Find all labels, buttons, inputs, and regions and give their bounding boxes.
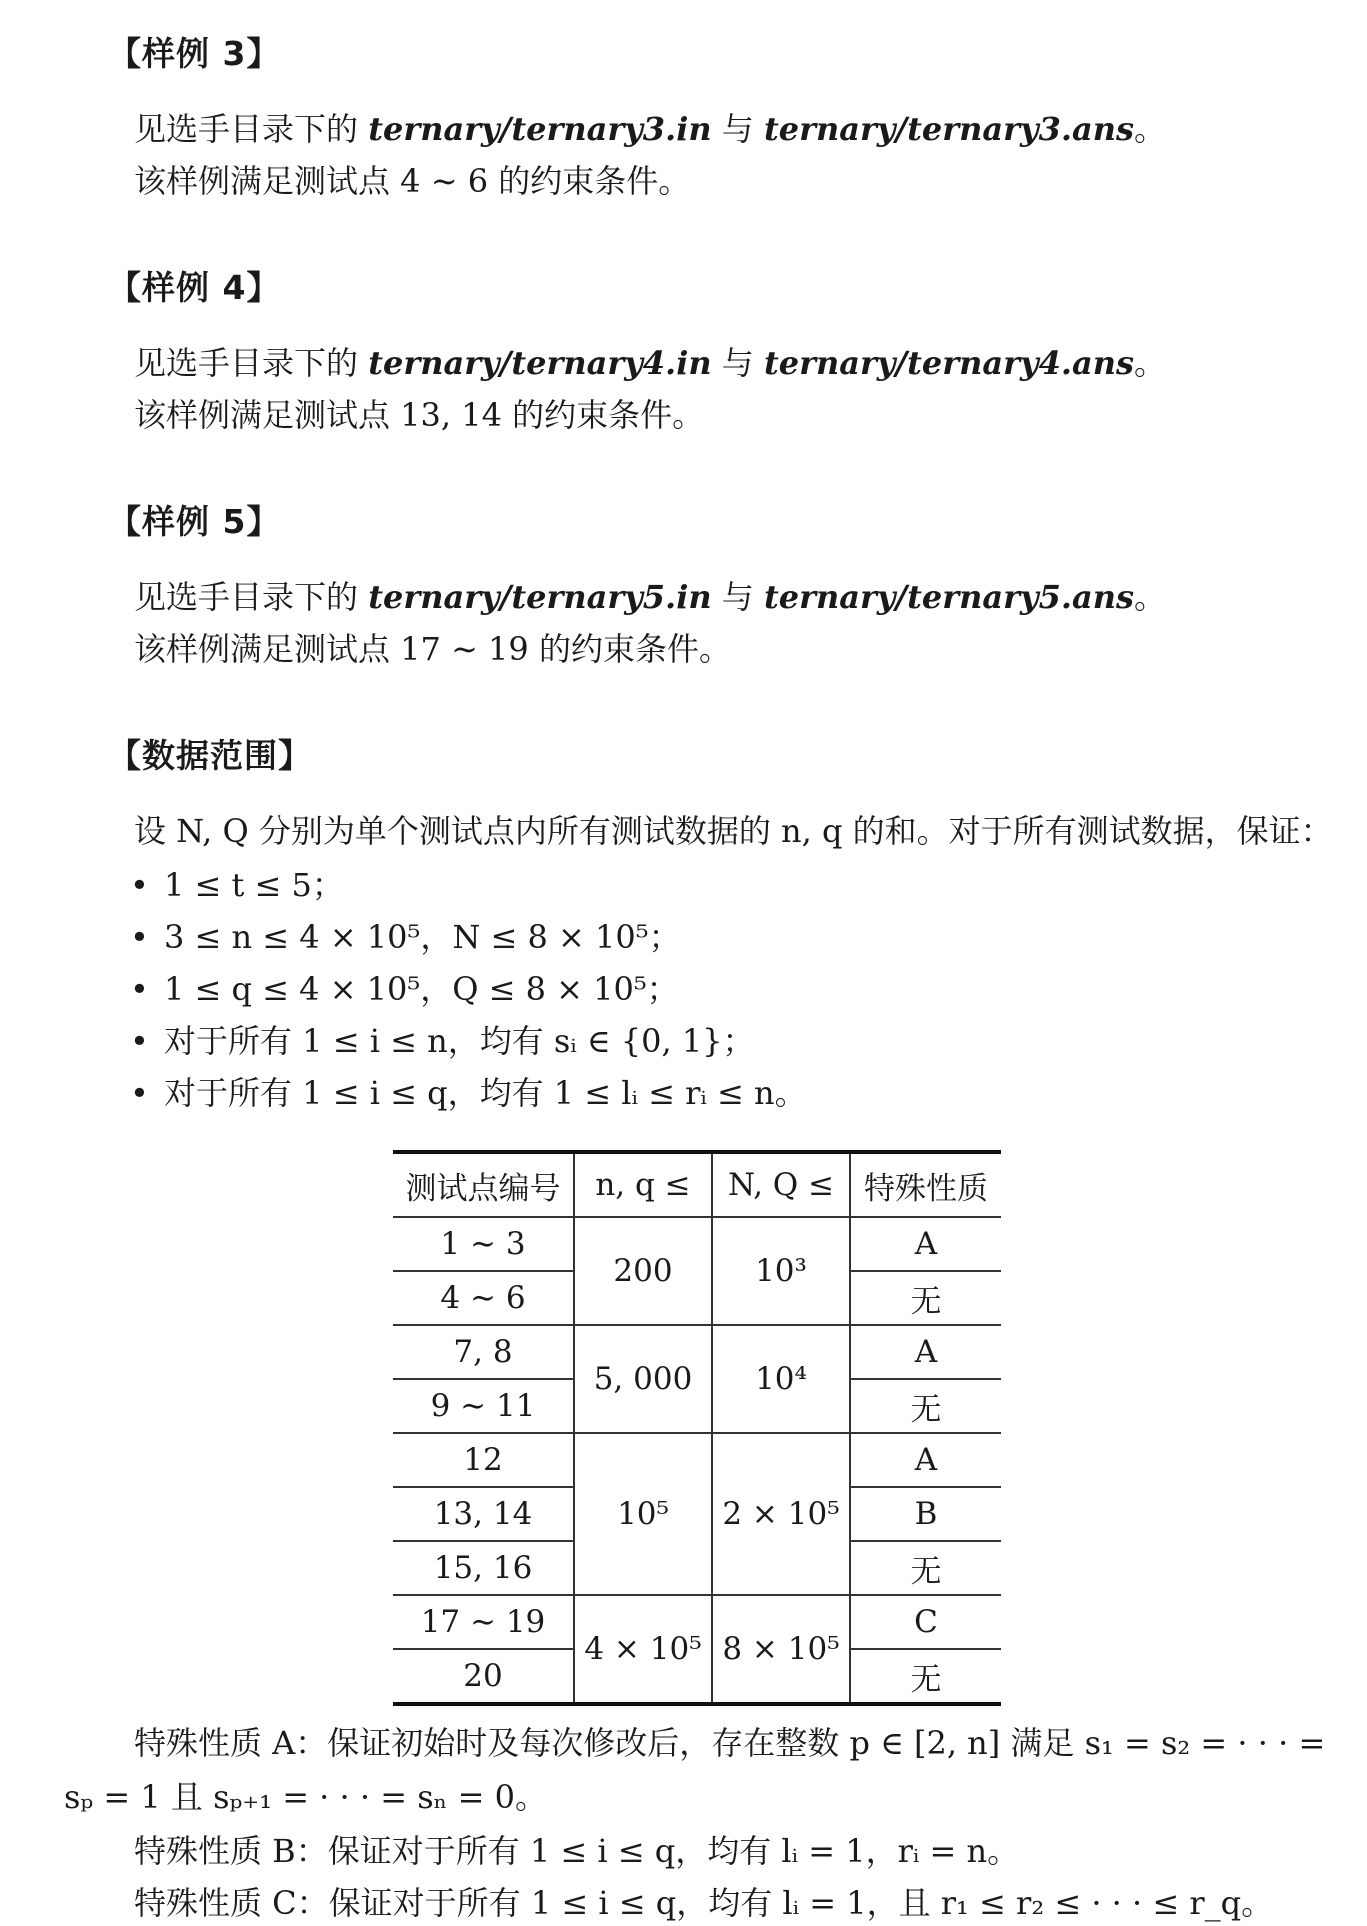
sample5-files-line (134, 572, 1166, 618)
bullet-text: 1 ≤ t ≤ 5； (164, 866, 344, 904)
sample3-input-file: ternary/ternary3.in (368, 110, 712, 148)
property-a-line2: sₚ = 1 且 sₚ₊₁ = · · · = sₙ = 0。 (64, 1778, 547, 1816)
bullet-text: 1 ≤ q ≤ 4 × 10⁵，Q ≤ 8 × 10⁵； (164, 970, 679, 1008)
table-row (393, 1325, 1001, 1379)
NQ-limit-cell: 10⁴ (712, 1325, 850, 1433)
constraint-bullet: • 1 ≤ q ≤ 4 × 10⁵，Q ≤ 8 × 10⁵； (130, 970, 679, 1008)
table-row (393, 1433, 1001, 1487)
constraint-bullet: • 1 ≤ t ≤ 5； (130, 866, 344, 904)
sample3-files-line (134, 104, 1166, 150)
testcase-id-cell: 20 (393, 1649, 574, 1704)
testcase-id-cell: 4 ∼ 6 (393, 1271, 574, 1325)
property-cell: A (850, 1217, 1001, 1271)
table-row (393, 1217, 1001, 1271)
header-testcase-id: 测试点编号 (393, 1152, 574, 1217)
testcase-id-cell: 9 ∼ 11 (393, 1379, 574, 1433)
sample5-post: 。 (1133, 578, 1166, 616)
bullet-text: 对于所有 1 ≤ i ≤ n，均有 sᵢ ∈ {0, 1}； (164, 1022, 755, 1060)
nq-limit-cell: 10⁵ (574, 1433, 712, 1595)
sample3-mid: 与 (711, 110, 764, 148)
property-cell: A (850, 1433, 1001, 1487)
property-a-line1: 特殊性质 A：保证初始时及每次修改后，存在整数 p ∈ [2, n] 满足 s₁ = s₂ = · · · = (134, 1724, 1326, 1762)
sample4-heading: 【样例 4】 (108, 268, 281, 307)
subtask-table (393, 1150, 1001, 1706)
constraint-bullet: • 对于所有 1 ≤ i ≤ n，均有 sᵢ ∈ {0, 1}； (130, 1022, 755, 1060)
testcase-id-cell: 17 ∼ 19 (393, 1595, 574, 1649)
sample4-mid: 与 (711, 344, 764, 382)
constraint-bullet: • 3 ≤ n ≤ 4 × 10⁵，N ≤ 8 × 10⁵； (130, 918, 681, 956)
sample5-answer-file: ternary/ternary5.ans (763, 578, 1134, 616)
nq-limit-cell: 200 (574, 1217, 712, 1325)
sample4-input-file: ternary/ternary4.in (368, 344, 712, 382)
sample3-pre: 见选手目录下的 (134, 110, 369, 148)
testcase-id-cell: 1 ∼ 3 (393, 1217, 574, 1271)
testcase-id-cell: 15, 16 (393, 1541, 574, 1595)
bullet-text: 对于所有 1 ≤ i ≤ q，均有 1 ≤ lᵢ ≤ rᵢ ≤ n。 (164, 1074, 807, 1112)
sample3-answer-file: ternary/ternary3.ans (763, 110, 1134, 148)
header-nq-limit: n, q ≤ (574, 1152, 712, 1217)
header-special-property: 特殊性质 (850, 1152, 1001, 1217)
data-range-intro: 设 N, Q 分别为单个测试点内所有测试数据的 n, q 的和。对于所有测试数据，保证： (134, 812, 1333, 850)
NQ-limit-cell: 8 × 10⁵ (712, 1595, 850, 1704)
sample4-constraint-line: 该样例满足测试点 13, 14 的约束条件。 (134, 396, 705, 434)
sample4-answer-file: ternary/ternary4.ans (763, 344, 1134, 382)
bullet-text: 3 ≤ n ≤ 4 × 10⁵，N ≤ 8 × 10⁵； (164, 918, 681, 956)
sample5-constraint-line: 该样例满足测试点 17 ∼ 19 的约束条件。 (134, 630, 731, 668)
sample3-heading: 【样例 3】 (108, 34, 281, 73)
property-cell: A (850, 1325, 1001, 1379)
testcase-id-cell: 12 (393, 1433, 574, 1487)
property-cell: B (850, 1487, 1001, 1541)
sample5-input-file: ternary/ternary5.in (368, 578, 712, 616)
header-NQ-limit: N, Q ≤ (712, 1152, 850, 1217)
sample5-mid: 与 (711, 578, 764, 616)
constraint-bullet: • 对于所有 1 ≤ i ≤ q，均有 1 ≤ lᵢ ≤ rᵢ ≤ n。 (130, 1074, 807, 1112)
table-row (393, 1595, 1001, 1649)
sample4-pre: 见选手目录下的 (134, 344, 369, 382)
testcase-id-cell: 13, 14 (393, 1487, 574, 1541)
property-cell: 无 (850, 1541, 1001, 1595)
sample5-pre: 见选手目录下的 (134, 578, 369, 616)
property-cell: 无 (850, 1271, 1001, 1325)
sample3-post: 。 (1133, 110, 1166, 148)
testcase-id-cell: 7, 8 (393, 1325, 574, 1379)
nq-limit-cell: 4 × 10⁵ (574, 1595, 712, 1704)
sample3-constraint-line: 该样例满足测试点 4 ∼ 6 的约束条件。 (134, 162, 691, 200)
property-cell: 无 (910, 1661, 942, 1698)
table-header-row (393, 1152, 1001, 1217)
sample4-files-line (134, 338, 1166, 384)
property-b-line: 特殊性质 B：保证对于所有 1 ≤ i ≤ q，均有 lᵢ = 1，rᵢ = n。 (134, 1832, 1020, 1870)
NQ-limit-cell: 10³ (712, 1217, 850, 1325)
sample4-post: 。 (1133, 344, 1166, 382)
property-cell: C (850, 1595, 1001, 1649)
data-range-heading: 【数据范围】 (108, 736, 312, 775)
property-cell: 无 (850, 1379, 1001, 1433)
nq-limit-cell: 5, 000 (574, 1325, 712, 1433)
property-c-line: 特殊性质 C：保证对于所有 1 ≤ i ≤ q，均有 lᵢ = 1，且 r₁ ≤ r₂ ≤ · · · ≤ r_q。 (134, 1884, 1274, 1922)
sample5-heading: 【样例 5】 (108, 502, 281, 541)
NQ-limit-cell: 2 × 10⁵ (712, 1433, 850, 1595)
